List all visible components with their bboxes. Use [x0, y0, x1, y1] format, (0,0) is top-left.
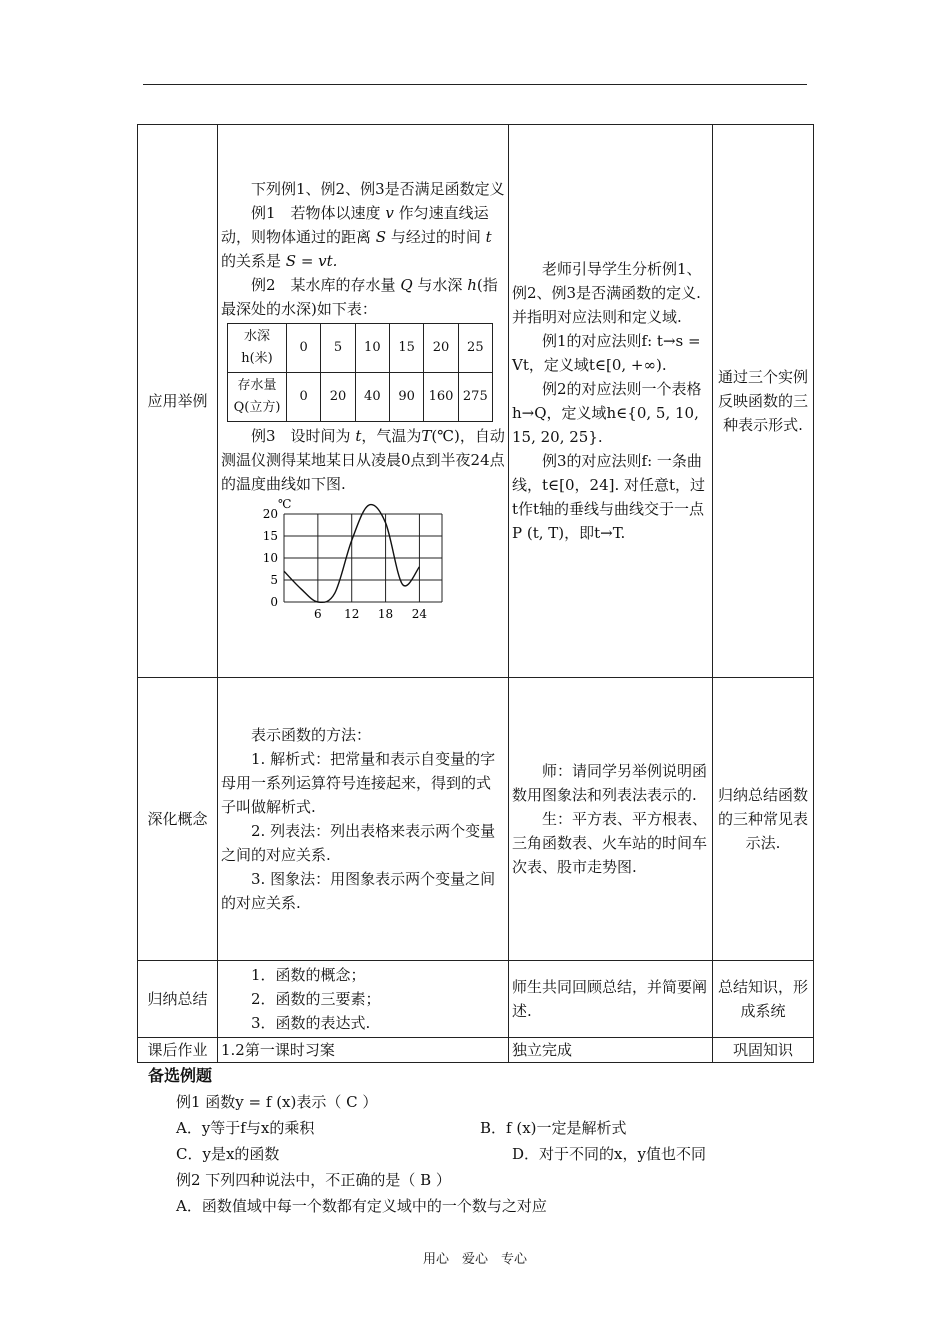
- row-label-homework: 课后作业: [138, 1038, 218, 1063]
- option-c: C．y是x的函数: [176, 1145, 280, 1163]
- x-tick-label: 18: [377, 606, 394, 621]
- table-cell: 15: [389, 323, 423, 372]
- water-storage-label: 存水量 Q(立方): [228, 372, 287, 421]
- summary-purpose: 总结知识，形成系统: [713, 961, 814, 1038]
- water-depth-label: 水深 h(米): [228, 323, 287, 372]
- table-row-summary: [138, 961, 814, 1038]
- apply-teacher: [509, 125, 713, 678]
- apply-example-2: 例2 某水库的存水量 Q 与水深 h(指最深处的水深)如下表：: [221, 275, 498, 318]
- table-cell: 5: [321, 323, 355, 372]
- extra-examples: [148, 1063, 808, 1219]
- extra-heading: 备选例题: [148, 1066, 213, 1085]
- homework-purpose: 巩固知识: [713, 1038, 814, 1063]
- table-cell: 0: [287, 323, 321, 372]
- table-cell: 40: [355, 372, 389, 421]
- extra-line: 例1 函数y = f (x)表示（ C ）: [176, 1093, 378, 1111]
- table-cell: 160: [424, 372, 458, 421]
- table-cell: 0: [287, 372, 321, 421]
- summary-content: [218, 961, 509, 1038]
- x-tick-label: 12: [344, 606, 360, 621]
- table-cell: 20: [424, 323, 458, 372]
- apply-content: [218, 125, 509, 678]
- row-label-deepen: 深化概念: [138, 678, 218, 961]
- table-row-deepen: [138, 678, 814, 961]
- deepen-p0: 表示函数的方法：: [251, 726, 372, 744]
- page-footer: 用心 爱心 专心: [422, 1252, 527, 1267]
- water-depth-row: [228, 323, 493, 372]
- summary-teacher: 师生共同回顾总结，并简要阐述.: [509, 961, 713, 1038]
- homework-teacher: 独立完成: [509, 1038, 713, 1063]
- extra-options-row: [148, 1141, 808, 1167]
- deepen-teacher-p2: 生：平方表、平方根表、三角函数表、火车站的时间车次表、股市走势图.: [512, 810, 708, 876]
- table-cell: 90: [389, 372, 423, 421]
- apply-example-1: 例1 若物体以速度 v 作匀速直线运动，则物体通过的距离 S 与经过的时间 t 的关系是 S = vt.: [221, 203, 492, 270]
- deepen-p3: 3. 图象法：用图象表示两个变量之间的对应关系.: [221, 870, 496, 912]
- y-tick-label: 0: [270, 594, 278, 609]
- deepen-p1: 1. 解析式：把常量和表示自变量的字母用一系列运算符号连接起来，得到的式子叫做解析式.: [221, 750, 496, 816]
- row-label-apply: 应用举例: [138, 125, 218, 678]
- temperature-chart: [241, 496, 451, 626]
- option-b: B．f (x)一定是解析式: [480, 1119, 627, 1137]
- y-tick-label: 10: [262, 550, 278, 565]
- homework-content: 1.2第一课时习案: [218, 1038, 509, 1063]
- y-tick-label: 20: [262, 506, 278, 521]
- x-tick-label: 24: [411, 606, 428, 621]
- apply-teacher-p1: 老师引导学生分析例1、例2、例3是否满函数的定义. 并指明对应法则和定义域.: [512, 260, 702, 326]
- deepen-teacher: [509, 678, 713, 961]
- summary-item: 1．函数的概念；: [251, 966, 366, 984]
- deepen-teacher-p1: 师：请同学另举例说明函数用图象法和列表法表示的.: [512, 762, 708, 804]
- deepen-p2: 2. 列表法：列出表格来表示两个变量之间的对应关系.: [221, 822, 496, 864]
- y-axis-unit-label: ℃: [278, 496, 292, 511]
- extra-line: 例2 下列四种说法中，不正确的是（ B ）: [176, 1171, 451, 1189]
- extra-line: A．函数值域中每一个数都有定义域中的一个数与之对应: [176, 1197, 547, 1215]
- apply-intro: 下列例1、例2、例3是否满足函数定义: [251, 179, 505, 198]
- row-label-summary: 归纳总结: [138, 961, 218, 1038]
- table-cell: 25: [458, 323, 492, 372]
- y-tick-label: 5: [270, 572, 278, 587]
- y-tick-label: 15: [262, 528, 278, 543]
- apply-purpose: 通过三个实例反映函数的三种表示形式.: [713, 125, 814, 678]
- apply-teacher-p3: 例2的对应法则一个表格h→Q，定义域h∈{0, 5, 10, 15, 20, 25}.: [512, 380, 702, 446]
- apply-teacher-p2: 例1的对应法则f: t→s = Vt，定义域t∈[0, +∞).: [512, 332, 701, 374]
- header-rule: [143, 84, 807, 85]
- table-cell: 20: [321, 372, 355, 421]
- water-table: [227, 323, 493, 422]
- apply-example-3: 例3 设时间为 t，气温为T(℃)，自动测温仪测得某地某日从凌晨0点到半夜24点的温度曲线如下图.: [221, 426, 505, 493]
- lesson-table: [137, 124, 814, 1063]
- table-row-homework: [138, 1038, 814, 1063]
- option-d: D．对于不同的x，y值也不同: [512, 1145, 706, 1163]
- option-a: A．y等于f与x的乘积: [176, 1119, 315, 1137]
- table-row-apply: [138, 125, 814, 678]
- deepen-content: [218, 678, 509, 961]
- apply-teacher-p4: 例3的对应法则f: 一条曲线，t∈[0，24]. 对任意t，过t作t轴的垂线与曲线交于一点P (t, T)，即t→T.: [512, 452, 706, 542]
- summary-item: 3．函数的表达式.: [251, 1014, 371, 1032]
- deepen-purpose: 归纳总结函数的三种常见表示法.: [713, 678, 814, 961]
- x-tick-label: 6: [314, 606, 322, 621]
- table-cell: 275: [458, 372, 492, 421]
- extra-options-row: [148, 1115, 808, 1141]
- table-cell: 10: [355, 323, 389, 372]
- water-storage-row: [228, 372, 493, 421]
- summary-item: 2．函数的三要素；: [251, 990, 381, 1008]
